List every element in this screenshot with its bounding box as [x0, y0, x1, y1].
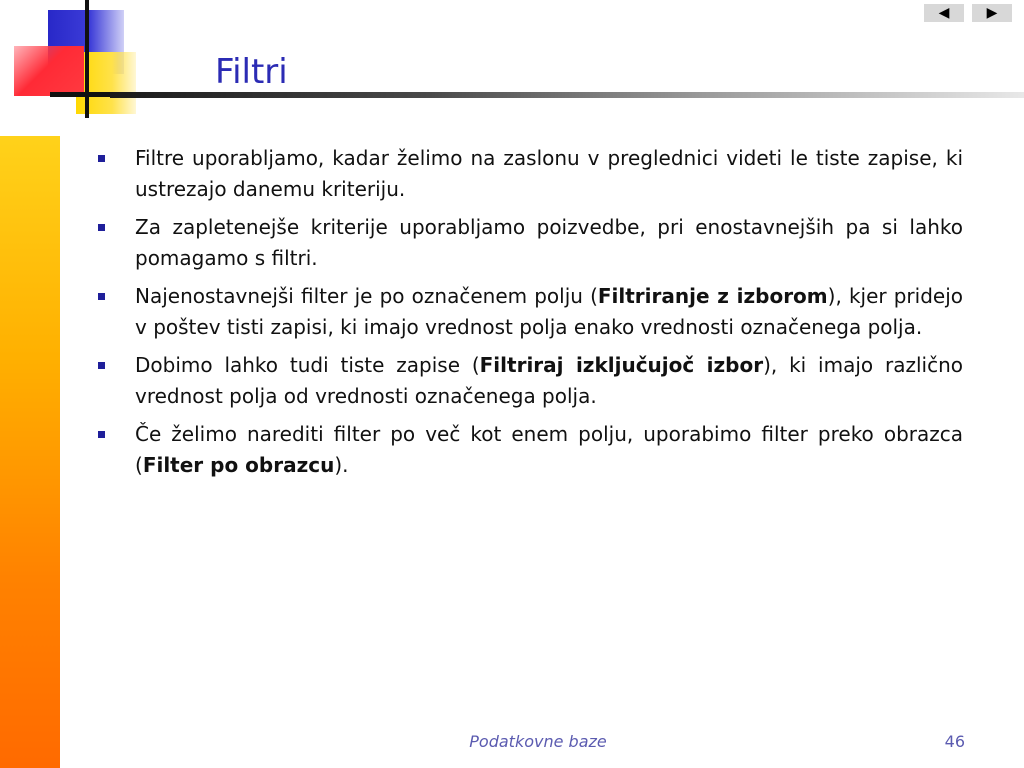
bullet-item	[96, 419, 963, 481]
bullet-text-segment: Za zapletenejše kriterije uporabljamo poizvedbe, pri enostavnejših pa si lahko pomagamo s filtri.	[135, 215, 963, 270]
bullet-text-segment: ), ki imajo različno vrednost polja od vrednosti označenega polja.	[135, 353, 963, 408]
footer-title: Podatkovne baze	[469, 732, 607, 751]
bold-command-name: Filtriraj izključujoč izbor	[479, 353, 764, 377]
square-bullet-icon	[98, 362, 105, 369]
left-gradient-bar	[0, 136, 60, 768]
slide-content	[96, 143, 963, 488]
decorative-logo-blocks	[0, 0, 160, 130]
square-bullet-icon	[98, 293, 105, 300]
triangle-right-icon: ▶	[986, 5, 998, 21]
bullet-list	[96, 143, 963, 481]
bullet-text	[135, 146, 963, 201]
page-number: 46	[944, 732, 965, 751]
bullet-item	[96, 212, 963, 274]
bullet-text-segment: Filtre uporabljamo, kadar želimo na zaslonu v preglednici videti le tiste zapise, ki ustrezajo danemu kriteriju.	[135, 146, 963, 201]
bullet-text-segment: Če želimo narediti filter po več kot enem polju, uporabimo filter preko obrazca (	[135, 422, 963, 477]
vertical-line-decoration	[85, 0, 89, 118]
square-bullet-icon	[98, 431, 105, 438]
title-underline	[110, 92, 1024, 98]
bullet-item	[96, 143, 963, 205]
red-square-decoration	[14, 46, 84, 96]
bold-command-name: Filter po obrazcu	[142, 453, 335, 477]
bullet-item	[96, 350, 963, 412]
bullet-text-segment: Najenostavnejši filter je po označenem polju (	[135, 284, 598, 308]
bullet-text	[135, 284, 963, 339]
slide-title: Filtri	[215, 52, 288, 92]
square-bullet-icon	[98, 155, 105, 162]
square-bullet-icon	[98, 224, 105, 231]
next-slide-button[interactable]	[972, 4, 1012, 22]
bullet-text	[135, 215, 963, 270]
previous-slide-button[interactable]	[924, 4, 964, 22]
bullet-text-segment: ).	[334, 453, 349, 477]
bullet-text-segment: ), kjer pridejo v poštev tisti zapisi, ki imajo vrednost polja enako vrednosti označenega polja.	[135, 284, 963, 339]
bullet-text	[135, 422, 963, 477]
bullet-text-segment: Dobimo lahko tudi tiste zapise (	[135, 353, 480, 377]
bold-command-name: Filtriranje z izborom	[597, 284, 828, 308]
bullet-item	[96, 281, 963, 343]
bullet-text	[135, 353, 963, 408]
triangle-left-icon: ◀	[938, 5, 950, 21]
